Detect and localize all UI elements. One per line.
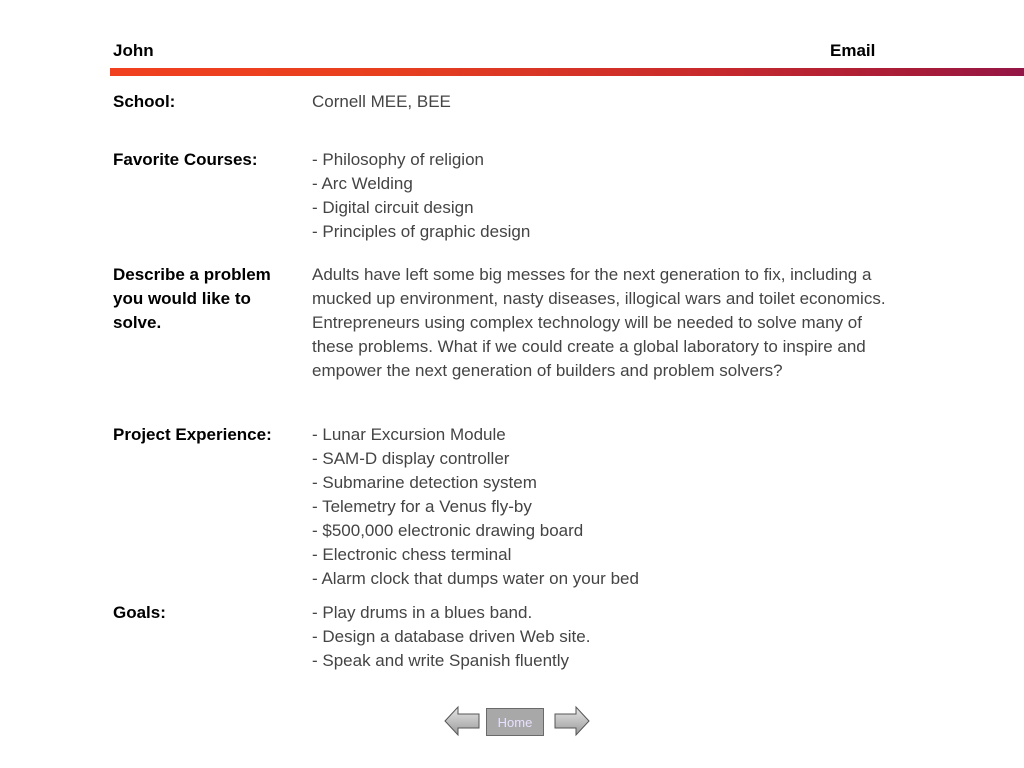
problem-label: Describe a problem you would like to solve.	[113, 265, 271, 332]
problem-row	[113, 263, 913, 413]
header-name: John	[113, 41, 154, 60]
list-item: - Alarm clock that dumps water on your bed	[312, 569, 639, 588]
goals-list	[312, 601, 912, 673]
right-arrow-icon[interactable]	[554, 705, 590, 737]
header-divider-bar	[110, 68, 1024, 76]
courses-row	[113, 148, 913, 248]
courses-label: Favorite Courses:	[113, 150, 258, 169]
projects-label: Project Experience:	[113, 425, 272, 444]
email-link[interactable]: Email	[830, 41, 876, 60]
left-arrow-icon[interactable]	[444, 705, 480, 737]
list-item: - Digital circuit design	[312, 198, 474, 217]
projects-row	[113, 423, 913, 595]
home-button[interactable]: Home	[486, 708, 544, 736]
school-value	[312, 90, 912, 114]
list-item: - Design a database driven Web site.	[312, 627, 591, 646]
school-label: School:	[113, 92, 176, 111]
list-item: - $500,000 electronic drawing board	[312, 521, 584, 540]
problem-text: Adults have left some big messes for the next generation to fix, including a mucked up environment, nasty diseases, illogical wars and toilet economics. Entrepreneurs using complex technology will be needed to solve many of these problems. What if we could create a global laboratory to inspire and empower the next generation of builders and problem solvers?	[312, 265, 886, 380]
list-item: - Principles of graphic design	[312, 222, 531, 241]
courses-list	[312, 148, 912, 244]
list-item: - Philosophy of religion	[312, 150, 484, 169]
list-item: - Speak and write Spanish fluently	[312, 651, 570, 670]
list-item: - SAM-D display controller	[312, 449, 510, 468]
list-item: - Arc Welding	[312, 174, 413, 193]
goals-row	[113, 601, 913, 677]
goals-label: Goals:	[113, 603, 166, 622]
projects-list	[312, 423, 912, 591]
school-row	[113, 90, 913, 120]
school-value-text: Cornell MEE, BEE	[312, 92, 451, 111]
list-item: - Submarine detection system	[312, 473, 537, 492]
list-item: - Telemetry for a Venus fly-by	[312, 497, 532, 516]
page-navigation	[444, 705, 590, 739]
list-item: - Play drums in a blues band.	[312, 603, 533, 622]
list-item: - Lunar Excursion Module	[312, 425, 506, 444]
list-item: - Electronic chess terminal	[312, 545, 512, 564]
